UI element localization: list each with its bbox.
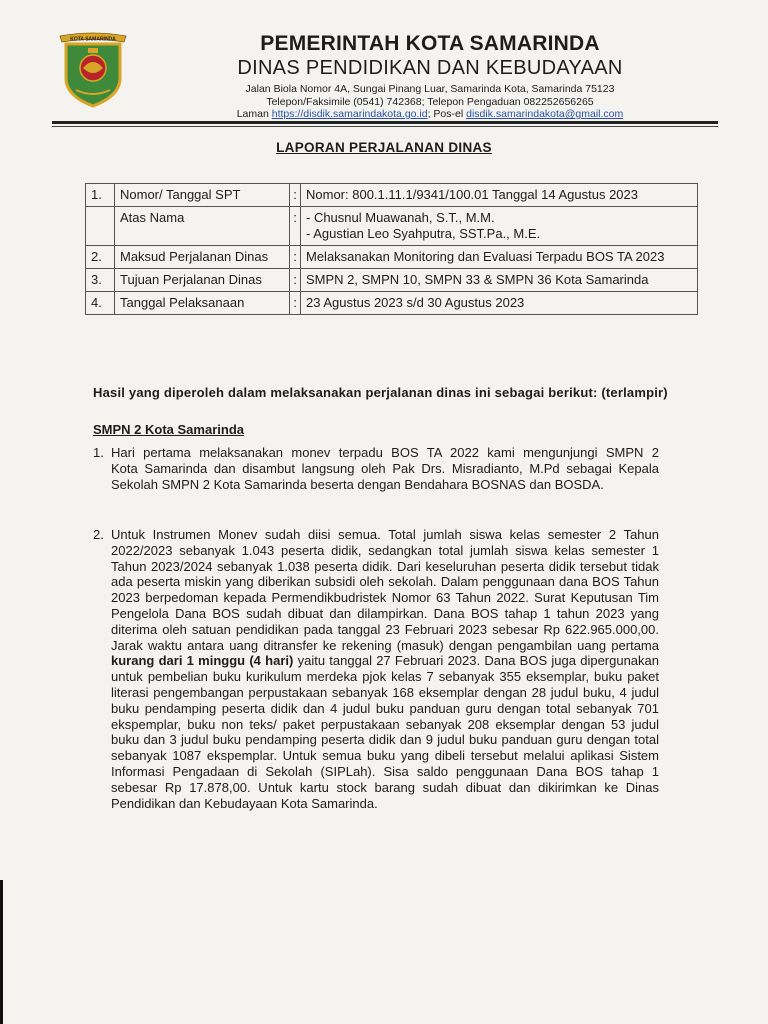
- government-name: PEMERINTAH KOTA SAMARINDA: [260, 32, 600, 55]
- agency-name: DINAS PENDIDIKAN DAN KEBUDAYAAN: [237, 57, 623, 79]
- paragraph-text: Hari pertama melaksanakan monev terpadu BOS TA 2022 kami mengunjungi SMPN 2 Kota Samarinda dan disambut langsung oleh Pak Drs. Misradianto, M.Pd sebagai Kepala Sekolah SMPN 2 Kota Samarinda beserta dengan Bendahara BOSNAS dan BOSDA.: [111, 445, 743, 492]
- row-number: 2.: [86, 246, 115, 269]
- row-colon: :: [290, 207, 301, 246]
- list-number: 2.: [93, 527, 104, 542]
- paragraph-text: Untuk Instrumen Monev sudah diisi semua. Total jumlah siswa kelas semester 2 Tahun 2022/2023 sebanyak 1.043 peserta didik, sedangkan total jumlah siswa kelas semester 1 Tahun 2023/2024 sebanyak 1.038 peserta didik. Dari keseluruhan peserta didik tersebut tidak ada peserta miskin yang diberikan subsidi oleh sekolah. Dalam penggunaan dana BOS Tahun 2023 berpedoman kepada Permendikbudristek Nomor 63 Tahun 2022. Surat Keputusan Tim Pengelola Dana BOS sudah dibuat dan dilampirkan. Dana BOS tahap 1 tahun 2023 yang diterima oleh satuan pendidikan pada tanggal 23 Februari 2023 sebesar Rp 622.965.000,00. Jarak waktu antara uang ditransfer ke rekening (masuk) dengan pengambilan uang pertama: [111, 527, 659, 653]
- paragraph-text: yaitu tanggal 27 Februari 2023. Dana BOS juga dipergunakan untuk pembelian buku kurikulum merdeka pjok kelas 7 sebanyak 355 eksemplar, buku paket literasi pengembangan perpustakaan sebanyak 168 eksemplar dengan 28 judul buku, 4 judul buku pendamping peserta didik dan 4 judul buku panduan guru dengan total sebanyak 701 ekspemplar, buku non teks/ paket perpustakaan sebanyak 208 eksemplar dengan 53 judul buku dan 3 judul buku pendamping peserta didik dan 9 judul buku panduan guru dengan total sebanyak 1087 ekspemplar. Untuk semua buku yang dibeli tersebut melalui aplikasi Sistem Informasi Pengadaan di Sekolah (SIPLah). Sisa saldo penggunaan Dana BOS tahap 1 sebesar Rp 17.878,00. Untuk kartu stock barang sudah dibuat dan dikirimkan ke Dinas Pendidikan dan Kebudayaan Kota Samarinda.: [111, 653, 660, 811]
- letterhead-divider-thin: [52, 126, 718, 127]
- row-colon: :: [290, 269, 301, 292]
- row-number: 3.: [86, 269, 115, 292]
- table-row: [86, 207, 698, 246]
- spt-info-table: [85, 183, 698, 315]
- row-label: Tujuan Perjalanan Dinas: [115, 269, 290, 292]
- table-row: [86, 269, 698, 292]
- website-link[interactable]: https://disdik.samarindakota.go.id: [271, 108, 428, 120]
- logo-text: KOTA SAMARINDA: [70, 36, 116, 43]
- table-row: [86, 246, 698, 269]
- address-block: [150, 83, 710, 121]
- paragraph-bold-text: kurang dari 1 minggu (4 hari): [111, 653, 294, 669]
- row-colon: :: [290, 292, 301, 315]
- section-title: SMPN 2 Kota Samarinda: [93, 422, 244, 437]
- address-line: Jalan Biola Nomor 4A, Sungai Pinang Luar, Samarinda Kota, Samarinda 75123: [245, 83, 615, 95]
- table-row: [86, 292, 698, 315]
- row-number: [86, 207, 115, 246]
- scan-edge-mark: [0, 880, 3, 1024]
- row-colon: :: [290, 184, 301, 207]
- list-number: 1.: [93, 445, 104, 460]
- row-colon: :: [290, 246, 301, 269]
- row-number: 4.: [86, 292, 115, 315]
- list-item: [93, 527, 660, 811]
- letterhead: [150, 32, 710, 121]
- row-value: Nomor: 800.1.11.1/9341/100.01 Tanggal 14 Agustus 2023: [301, 184, 698, 207]
- web-email-line: [150, 108, 710, 121]
- row-label: Nomor/ Tanggal SPT: [115, 184, 290, 207]
- row-number: 1.: [86, 184, 115, 207]
- row-label: Atas Nama: [115, 207, 290, 246]
- traveler-name: - Agustian Leo Syahputra, SST.Pa., M.E.: [306, 226, 541, 241]
- row-label: Tanggal Pelaksanaan: [115, 292, 290, 315]
- web-label: Laman: [236, 108, 269, 120]
- table-row: [86, 184, 698, 207]
- list-item: [93, 445, 743, 492]
- results-intro: Hasil yang diperoleh dalam melaksanakan perjalanan dinas ini sebagai berikut: (terlampir): [93, 385, 668, 400]
- row-label: Maksud Perjalanan Dinas: [115, 246, 290, 269]
- document-title: LAPORAN PERJALANAN DINAS: [276, 140, 492, 155]
- city-emblem-logo: [48, 28, 138, 108]
- row-value: 23 Agustus 2023 s/d 30 Agustus 2023: [301, 292, 698, 315]
- email-link[interactable]: disdik.samarindakota@gmail.com: [466, 108, 624, 120]
- letterhead-divider-thick: [52, 121, 718, 124]
- row-value: Melaksanakan Monitoring dan Evaluasi Terpadu BOS TA 2023: [301, 246, 698, 269]
- traveler-name: - Chusnul Muawanah, S.T., M.M.: [306, 210, 495, 225]
- row-value: [301, 207, 698, 246]
- email-label: ; Pos-el: [427, 108, 464, 120]
- row-value: SMPN 2, SMPN 10, SMPN 33 & SMPN 36 Kota Samarinda: [301, 269, 698, 292]
- phone-line: Telepon/Faksimile (0541) 742368; Telepon Pengaduan 082252656265: [266, 95, 594, 108]
